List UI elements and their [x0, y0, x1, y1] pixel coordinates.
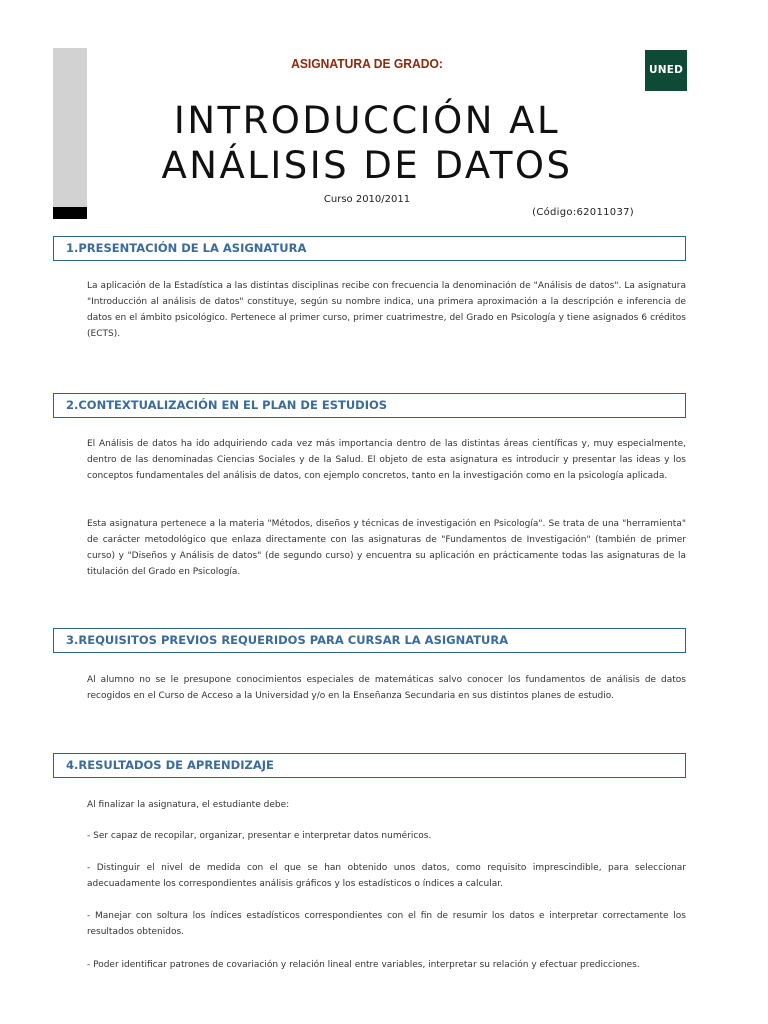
- section-heading-requisitos: 3.REQUISITOS PREVIOS REQUERIDOS PARA CURSAR LA ASIGNATURA: [53, 628, 686, 653]
- section-paragraph: La aplicación de la Estadística a las distintas disciplinas recibe con frecuencia la denominación de "Análisis de datos". La asignatura "Introducción al análisis de datos" constituye, según su nombre indica, una primera aproximación a la descripción e inferencia de datos en el ámbito psicológico. Pertenece al primer curso, primer cuatrimestre, del Grado en Psicología y tiene asignados 6 créditos (ECTS).: [87, 281, 686, 339]
- learning-outcome-item: - Ser capaz de recopilar, organizar, presentar e interpretar datos numéricos.: [87, 831, 432, 841]
- learning-outcome-item: - Distinguir el nivel de medida con el que se han obtenido unos datos, como requisito imprescindible, para seleccionar adecuadamente los correspondientes análisis gráficos y los estadísticos o índices a calcular.: [87, 863, 686, 889]
- section-paragraph: El Análisis de datos ha ido adquiriendo cada vez más importancia dentro de las distintas áreas científicas y, muy especialmente, dentro de las denominadas Ciencias Sociales y de la Salud. El objeto de esta asignatura es introducir y presentar las ideas y los conceptos fundamentales del análisis de datos, con ejemplo concretos, tanto en la investigación como en la psicología aplicada.: [87, 439, 686, 481]
- uned-logo: UNED: [645, 50, 687, 91]
- learning-outcomes-intro: Al finalizar la asignatura, el estudiante debe:: [87, 800, 290, 810]
- section-heading-presentacion: 1.PRESENTACIÓN DE LA ASIGNATURA: [53, 236, 686, 261]
- page-title-line-2: ANÁLISIS DE DATOS: [161, 144, 573, 187]
- learning-outcome-item: - Manejar con soltura los índices estadísticos correspondientes con el fin de resumir los datos e interpretar correctamente los resultados obtenidos.: [87, 911, 686, 937]
- section-paragraph: Al alumno no se le presupone conocimientos especiales de matemáticas salvo conocer los fundamentos de análisis de datos recogidos en el Curso de Acceso a la Universidad y/o en la Enseñanza Secundaria en sus distintos planes de estudio.: [87, 675, 686, 701]
- subject-code: (Código:62011037): [532, 207, 634, 218]
- course-year: Curso 2010/2011: [323, 194, 411, 205]
- page-title-line-1: INTRODUCCIÓN AL: [173, 99, 561, 142]
- section-heading-resultados: 4.RESULTADOS DE APRENDIZAJE: [53, 753, 686, 778]
- learning-outcome-item: - Poder identificar patrones de covariación y relación lineal entre variables, interpretar su relación y efectuar predicciones.: [87, 960, 640, 970]
- subject-kicker: ASIGNATURA DE GRADO:: [291, 56, 443, 71]
- section-paragraph: Esta asignatura pertenece a la materia "Métodos, diseños y técnicas de investigación en Psicología". Se trata de una "herramienta" de carácter metodológico que enlaza directamente con las asignaturas de "Fundamentos de Investigación" (también de primer curso) y "Diseños y Análisis de datos" (de segundo curso) y encuentra su aplicación en prácticamente todas las asignaturas de la titulación del Grado en Psicología.: [87, 519, 686, 577]
- decorative-side-bar-tip: [53, 207, 87, 219]
- page-title: [0, 98, 734, 188]
- section-heading-contextualizacion: 2.CONTEXTUALIZACIÓN EN EL PLAN DE ESTUDIOS: [53, 393, 686, 418]
